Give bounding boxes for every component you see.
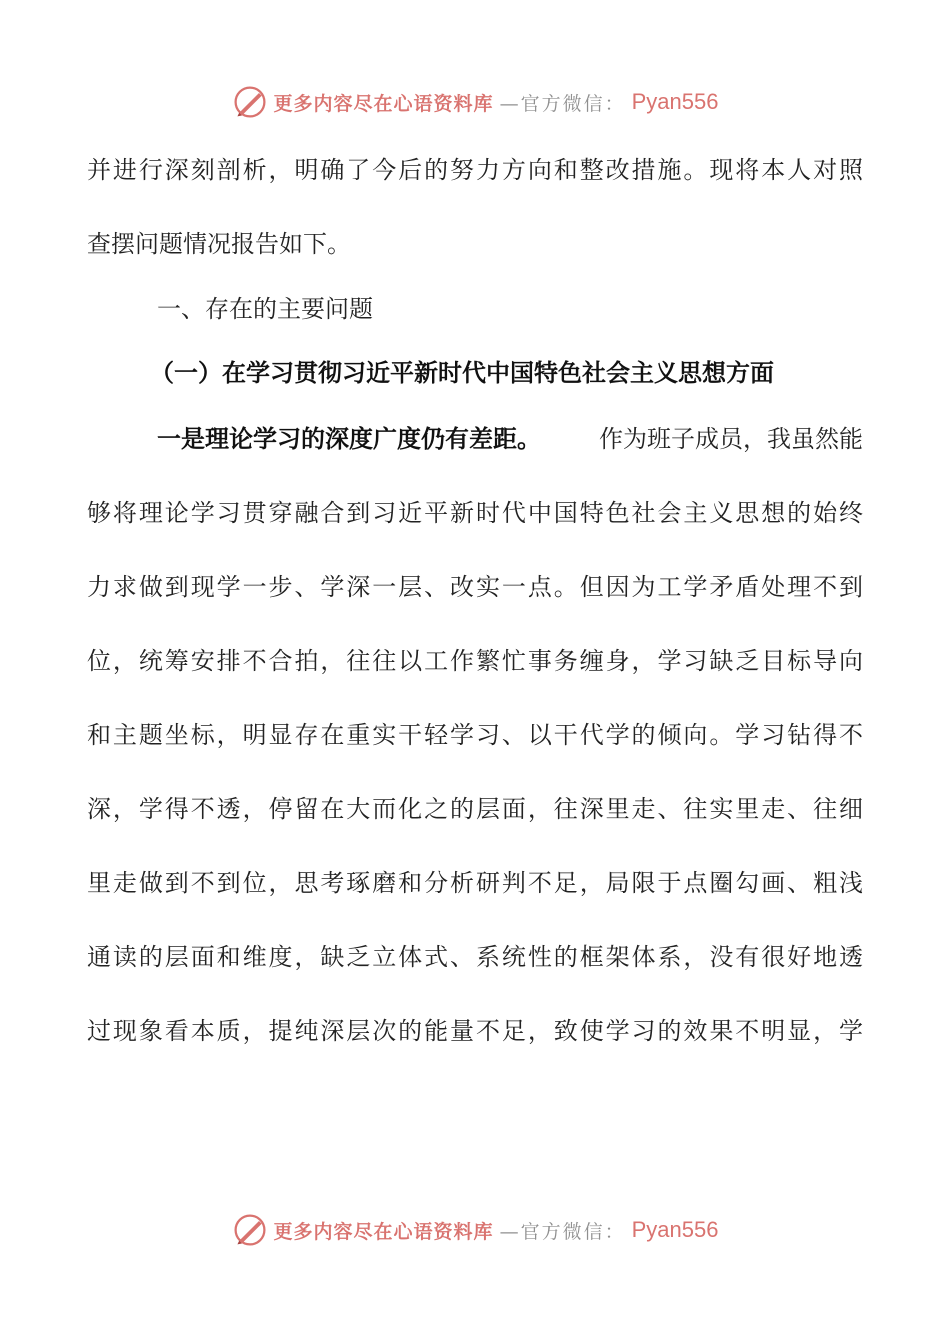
header-brand: 更多内容尽在心语资料库	[273, 92, 494, 115]
paragraph-lead-bold: 一是理论学习的深度广度仍有差距。	[157, 425, 541, 453]
pen-logo-icon	[232, 84, 268, 120]
section-heading: 一、存在的主要问题	[157, 295, 373, 323]
footer-brand: 更多内容尽在心语资料库	[273, 1220, 494, 1243]
body-line-f: 里走做到不到位，思考琢磨和分析研判不足，局限于点圈勾画、粗浅	[87, 869, 863, 897]
paragraph-lead-rest: 作为班子成员，我虽然能	[599, 425, 863, 453]
header-banner	[0, 80, 950, 124]
subsection-heading: （一）在学习贯彻习近平新时代中国特色社会主义思想方面	[150, 359, 774, 387]
body-line-h: 过现象看本质，提纯深层次的能量不足，致使学习的效果不明显，学	[87, 1017, 863, 1045]
paragraph-lead-line	[157, 424, 863, 454]
body-line-e: 深，学得不透，停留在大而化之的层面，往深里走、往实里走、往细	[87, 795, 863, 823]
body-line-d: 和主题坐标，明显存在重实干轻学习、以干代学的倾向。学习钻得不	[87, 721, 863, 749]
body-line-1: 并进行深刻剖析，明确了今后的努力方向和整改措施。现将本人对照	[87, 156, 863, 184]
body-line-a: 够将理论学习贯穿融合到习近平新时代中国特色社会主义思想的始终	[87, 499, 863, 527]
footer-wechat-id: Pyan556	[631, 1217, 719, 1242]
header-official-label: —官方微信：	[499, 92, 626, 115]
body-line-c: 位，统筹安排不合拍，往往以工作繁忙事务缠身，学习缺乏目标导向	[87, 647, 863, 675]
header-wechat-id: Pyan556	[631, 89, 719, 114]
body-line-2: 查摆问题情况报告如下。	[87, 230, 351, 258]
pen-logo-icon	[232, 1212, 268, 1248]
footer-official-label: —官方微信：	[499, 1220, 626, 1243]
body-line-g: 通读的层面和维度，缺乏立体式、系统性的框架体系，没有很好地透	[87, 943, 863, 971]
body-line-b: 力求做到现学一步、学深一层、改实一点。但因为工学矛盾处理不到	[87, 573, 863, 601]
footer-banner	[0, 1208, 950, 1252]
